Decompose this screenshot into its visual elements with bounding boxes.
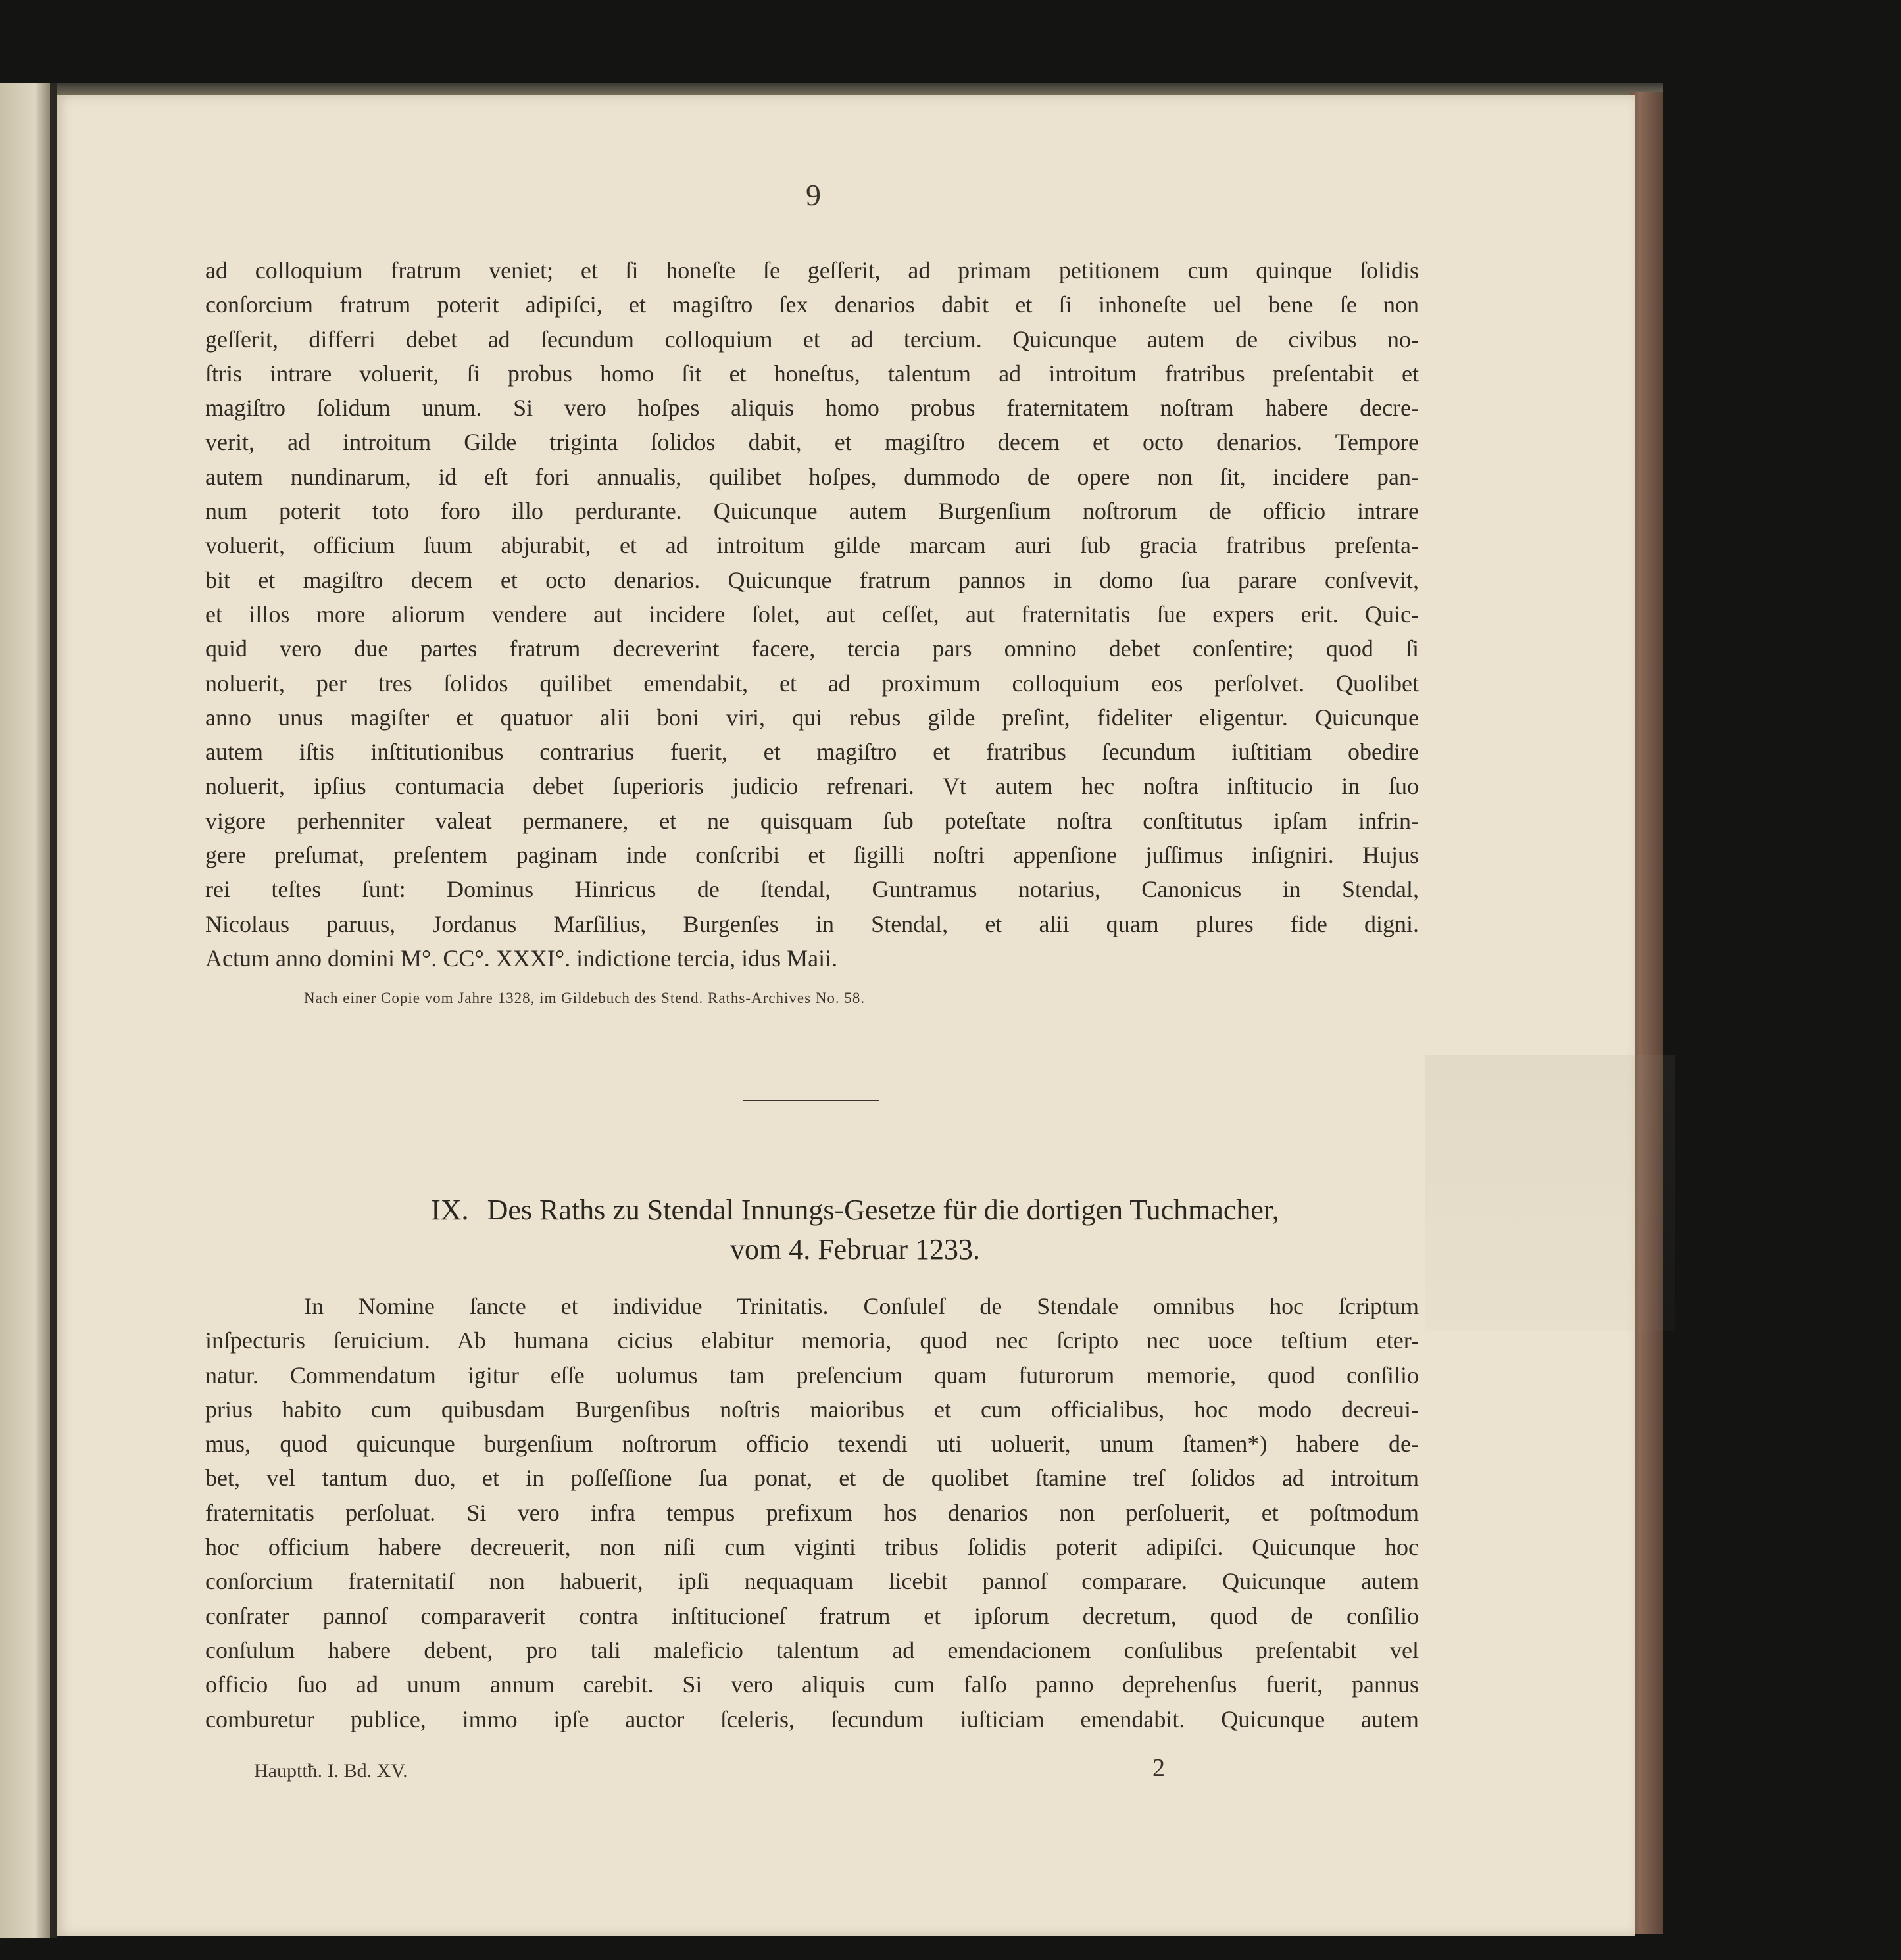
text-line: vigore perhenniter valeat permanere, et ne quisquam ſub poteſtate noſtra conſtitutus ipſam infrin-	[205, 807, 1419, 834]
text-line: ſtris intrare voluerit, ſi probus homo ſit et honeſtus, talentum ad introitum fratribus preſentabit et	[205, 360, 1419, 387]
text-line: conſulum habere debent, pro tali maleficio talentum ad emendacionem conſulibus preſentabit vel	[205, 1636, 1419, 1663]
text-line: gere preſumat, preſentem paginam inde conſcribi et ſigilli noſtri appenſione juſſimus inſigniri. Hujus	[205, 842, 1419, 869]
text-line: natur. Commendatum igitur eſſe uolumus tam preſencium quam futurorum memorie, quod conſilio	[205, 1361, 1419, 1388]
text-line: voluerit, officium ſuum abjurabit, et ad introitum gilde marcam auri ſub gracia fratribus preſenta-	[205, 532, 1419, 559]
text-line: autem iſtis inſtitutionibus contrarius fuerit, et magiſtro et fratribus ſecundum iuſtitiam obedire	[205, 739, 1419, 766]
text-line: geſſerit, differri debet ad ſecundum colloquium et ad tercium. Quicunque autem de civibus no-	[205, 326, 1419, 353]
text-line: hoc officium habere decreuerit, non niſi cum viginti tribus ſolidis poterit adipiſci. Quicunque hoc	[205, 1534, 1419, 1561]
section-divider	[743, 1100, 879, 1101]
source-note: Nach einer Copie vom Jahre 1328, im Gildebuch des Stend. Raths-Archives No. 58.	[304, 990, 866, 1006]
section-heading	[316, 1190, 1395, 1269]
charter-text-1231	[205, 253, 1419, 975]
text-line: fraternitatis perſoluat. Si vero infra tempus prefixum hos denarios non perſoluerit, et poſtmodum	[205, 1499, 1419, 1526]
text-line: Actum anno domini M°. CC°. XXXI°. indictione tercia, idus Maii.	[205, 944, 838, 971]
text-line: In Nomine ſancte et individue Trinitatis. Conſuleſ de Stendale omnibus hoc ſcriptum	[304, 1293, 1419, 1319]
heading-line-2: vom 4. Februar 1233.	[729, 1233, 981, 1265]
section-number: IX.	[431, 1194, 469, 1226]
text-line: num poterit toto foro illo perdurante. Quicunque autem Burgenſium noſtrorum de officio intrare	[205, 498, 1419, 525]
page-number: 9	[806, 178, 821, 212]
left-page-edge	[0, 83, 50, 1938]
text-line: bet, vel tantum duo, et in poſſeſſione ſua ponat, et de quolibet ſtamine treſ ſolidos ad introitum	[205, 1465, 1419, 1492]
book-gutter	[50, 83, 57, 1938]
text-line: noluerit, per tres ſolidos quilibet emendabit, et ad proximum colloquium eos perſolvet. Quolibet	[205, 670, 1419, 697]
charter-text-1233	[205, 1289, 1419, 1736]
text-line: officio ſuo ad unum annum carebit. Si vero aliquis cum falſo panno deprehenſus fuerit, pannus	[205, 1671, 1419, 1698]
text-line: verit, ad introitum Gilde triginta ſolidos dabit, et magiſtro decem et octo denarios. Tempore	[205, 429, 1419, 456]
text-line: et illos more aliorum vendere aut incidere ſolet, aut ceſſet, aut fraternitatis ſue expers erit. Quic-	[205, 600, 1419, 627]
text-line: anno unus magiſter et quatuor alii boni viri, qui rebus gilde preſint, fideliter eligentur. Quicunque	[205, 704, 1419, 731]
text-line: rei teſtes ſunt: Dominus Hinricus de ſtendal, Guntramus notarius, Canonicus in Stendal,	[205, 876, 1419, 903]
text-line: inſpecturis ſeruicium. Ab humana cicius elabitur memoria, quod nec ſcripto nec uoce teſtium eter-	[205, 1327, 1419, 1354]
text-line: autem nundinarum, id eſt fori annualis, quilibet hoſpes, dummodo de opere non ſit, incidere pan-	[205, 463, 1419, 490]
text-line: conſorcium fraternitatiſ non habuerit, ipſi nequaquam licebit pannoſ comparare. Quicunque autem	[205, 1568, 1419, 1595]
signature-mark: Haupttħ. I. Bd. XV.	[254, 1760, 408, 1782]
text-line: Nicolaus paruus, Jordanus Marſilius, Burgenſes in Stendal, et alii quam plures fide digni.	[205, 910, 1419, 937]
text-line: conſorcium fratrum poterit adipiſci, et magiſtro ſex denarios dabit et ſi inhoneſte uel bene ſe non	[205, 291, 1419, 318]
text-line: prius habito cum quibusdam Burgenſibus noſtris maioribus et cum officialibus, hoc modo decreui-	[205, 1396, 1419, 1423]
text-line: magiſtro ſolidum unum. Si vero hoſpes aliquis homo probus fraternitatem noſtram habere decre-	[205, 395, 1419, 422]
heading-title: Des Raths zu Stendal Innungs-Gesetze für die dortigen Tuchmacher,	[487, 1194, 1279, 1226]
text-line: ad colloquium fratrum veniet; et ſi honeſte ſe geſſerit, ad primam petitionem cum quinque ſolidis	[205, 257, 1419, 283]
sheet-number: 2	[1152, 1754, 1165, 1782]
text-line: mus, quod quicunque burgenſium noſtrorum officio texendi uti uoluerit, unum ſtamen*) habere de-	[205, 1431, 1419, 1458]
heading-line-1	[316, 1190, 1395, 1230]
text-line: bit et magiſtro decem et octo denarios. Quicunque fratrum pannos in domo ſua parare conſvevit,	[205, 566, 1419, 593]
text-line: quid vero due partes fratrum decreverint facere, tercia pars omnino debet conſentire; quod ſi	[205, 635, 1419, 662]
show-through-text	[1425, 1055, 1675, 1331]
text-line: comburetur publice, immo ipſe auctor ſceleris, ſecundum iuſticiam emendabit. Quicunque autem	[205, 1705, 1419, 1732]
text-line: noluerit, ipſius contumacia debet ſuperioris judicio refrenari. Vt autem hec noſtra inſtitucio in ſuo	[205, 773, 1419, 800]
text-line: conſrater pannoſ comparaverit contra inſtitucioneſ fratrum et ipſorum decretum, quod de conſilio	[205, 1602, 1419, 1629]
